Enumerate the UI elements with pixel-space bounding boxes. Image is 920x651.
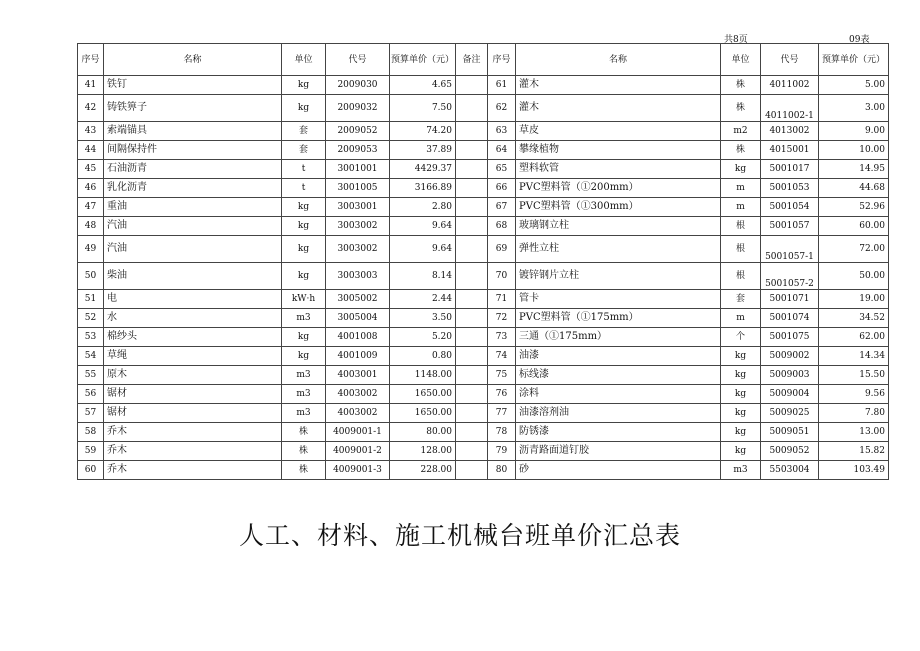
cell-name: 水	[104, 309, 282, 328]
cell-seq: 59	[78, 442, 104, 461]
cell-name: 电	[104, 290, 282, 309]
document-title: 人工、材料、施工机械台班单价汇总表	[238, 521, 681, 550]
cell-code-right: 5009002	[761, 347, 819, 366]
cell-unit-right: kg	[721, 347, 761, 366]
cell-unit-right: 根	[721, 236, 761, 263]
cell-seq-right: 70	[488, 263, 516, 290]
cell-remark	[456, 366, 488, 385]
cell-name-right: 标线漆	[516, 366, 721, 385]
cell-seq: 47	[78, 198, 104, 217]
cell-price: 0.80	[390, 347, 456, 366]
cell-seq: 49	[78, 236, 104, 263]
cell-seq-right: 74	[488, 347, 516, 366]
cell-name: 铸铁箅子	[104, 95, 282, 122]
cell-seq-right: 76	[488, 385, 516, 404]
cell-name-right: 三通（①175mm）	[516, 328, 721, 347]
cell-seq: 41	[78, 76, 104, 95]
cell-remark	[456, 141, 488, 160]
cell-code: 4001009	[326, 347, 390, 366]
cell-seq: 57	[78, 404, 104, 423]
cell-unit: kg	[282, 236, 326, 263]
cell-price: 74.20	[390, 122, 456, 141]
table-row	[78, 290, 889, 309]
table-row	[78, 198, 889, 217]
cell-price-right: 72.00	[819, 236, 889, 263]
cell-name: 锯材	[104, 404, 282, 423]
cell-unit: m3	[282, 309, 326, 328]
cell-unit-right: 株	[721, 141, 761, 160]
cell-unit-right: 株	[721, 95, 761, 122]
cell-seq-right: 77	[488, 404, 516, 423]
cell-name-right: 玻璃钢立柱	[516, 217, 721, 236]
cell-name: 汽油	[104, 236, 282, 263]
table-header-row	[78, 44, 889, 76]
cell-remark	[456, 217, 488, 236]
cell-name-right: 攀缘植物	[516, 141, 721, 160]
cell-price: 4.65	[390, 76, 456, 95]
cell-code: 4009001-2	[326, 442, 390, 461]
cell-price: 1650.00	[390, 404, 456, 423]
cell-code: 4003002	[326, 404, 390, 423]
cell-name: 锯材	[104, 385, 282, 404]
cell-unit: kg	[282, 198, 326, 217]
cell-code-right: 5009003	[761, 366, 819, 385]
cell-remark	[456, 160, 488, 179]
cell-unit-right: kg	[721, 442, 761, 461]
cell-price-right: 62.00	[819, 328, 889, 347]
header-code-right: 代号	[761, 44, 819, 76]
cell-code-right: 5001057-1	[761, 236, 819, 263]
cell-code: 2009032	[326, 95, 390, 122]
cell-price: 4429.37	[390, 160, 456, 179]
cell-name: 索端锚具	[104, 122, 282, 141]
cell-code-right: 5009051	[761, 423, 819, 442]
header-price: 预算单价（元）	[390, 44, 456, 76]
cell-code: 4003001	[326, 366, 390, 385]
table-row	[78, 328, 889, 347]
cell-unit: m3	[282, 366, 326, 385]
cell-name-right: 管卡	[516, 290, 721, 309]
cell-price-right: 9.00	[819, 122, 889, 141]
cell-unit-right: m	[721, 309, 761, 328]
header-name: 名称	[104, 44, 282, 76]
cell-code-right: 5001054	[761, 198, 819, 217]
table-row	[78, 236, 889, 263]
cell-name-right: 涂料	[516, 385, 721, 404]
table-row	[78, 423, 889, 442]
cell-price: 37.89	[390, 141, 456, 160]
cell-name: 间隔保持件	[104, 141, 282, 160]
cell-price-right: 34.52	[819, 309, 889, 328]
table-row	[78, 366, 889, 385]
cell-code-right: 4013002	[761, 122, 819, 141]
cell-code: 3001005	[326, 179, 390, 198]
cell-name-right: 油漆溶剂油	[516, 404, 721, 423]
table-row	[78, 385, 889, 404]
cell-name-right: PVC塑料管（①200mm）	[516, 179, 721, 198]
cell-unit: 套	[282, 141, 326, 160]
cell-code: 3005004	[326, 309, 390, 328]
cell-price-right: 103.49	[819, 461, 889, 480]
cell-name-right: 沥青路面道钉胶	[516, 442, 721, 461]
cell-unit-right: 株	[721, 76, 761, 95]
cell-seq-right: 63	[488, 122, 516, 141]
cell-code-right: 5001053	[761, 179, 819, 198]
cell-price-right: 19.00	[819, 290, 889, 309]
cell-seq: 60	[78, 461, 104, 480]
cell-seq-right: 64	[488, 141, 516, 160]
cell-remark	[456, 236, 488, 263]
cell-name: 草绳	[104, 347, 282, 366]
cell-unit: kg	[282, 95, 326, 122]
cell-unit-right: kg	[721, 366, 761, 385]
cell-remark	[456, 76, 488, 95]
cell-code-right: 5009025	[761, 404, 819, 423]
cell-code: 4001008	[326, 328, 390, 347]
cell-seq-right: 79	[488, 442, 516, 461]
cell-price-right: 13.00	[819, 423, 889, 442]
cell-seq-right: 69	[488, 236, 516, 263]
cell-code-right: 5009004	[761, 385, 819, 404]
table-row	[78, 95, 889, 122]
cell-seq-right: 68	[488, 217, 516, 236]
table-number: 09表	[849, 35, 870, 45]
cell-name-right: 油漆	[516, 347, 721, 366]
cell-name: 原木	[104, 366, 282, 385]
cell-price: 1148.00	[390, 366, 456, 385]
header-seq: 序号	[78, 44, 104, 76]
cell-price: 128.00	[390, 442, 456, 461]
cell-seq: 51	[78, 290, 104, 309]
cell-unit-right: 个	[721, 328, 761, 347]
cell-seq: 44	[78, 141, 104, 160]
cell-name-right: 砂	[516, 461, 721, 480]
cell-seq-right: 80	[488, 461, 516, 480]
cell-price-right: 3.00	[819, 95, 889, 122]
cell-name-right: 防锈漆	[516, 423, 721, 442]
cell-code: 3005002	[326, 290, 390, 309]
cell-name: 棉纱头	[104, 328, 282, 347]
table-row	[78, 309, 889, 328]
cell-price-right: 44.68	[819, 179, 889, 198]
cell-name: 重油	[104, 198, 282, 217]
cell-price: 3166.89	[390, 179, 456, 198]
cell-name: 石油沥青	[104, 160, 282, 179]
cell-unit: m3	[282, 404, 326, 423]
cell-unit-right: m	[721, 198, 761, 217]
cell-remark	[456, 404, 488, 423]
cell-price-right: 7.80	[819, 404, 889, 423]
table-body	[78, 76, 889, 480]
cell-unit: 株	[282, 461, 326, 480]
cell-unit-right: kg	[721, 385, 761, 404]
header-name-right: 名称	[516, 44, 721, 76]
cell-unit: kg	[282, 263, 326, 290]
table-row	[78, 76, 889, 95]
cell-code: 2009030	[326, 76, 390, 95]
table-row	[78, 263, 889, 290]
cell-seq: 55	[78, 366, 104, 385]
cell-price: 7.50	[390, 95, 456, 122]
header-unit-right: 单位	[721, 44, 761, 76]
cell-code-right: 5001057	[761, 217, 819, 236]
cell-name-right: 草皮	[516, 122, 721, 141]
cell-seq-right: 73	[488, 328, 516, 347]
cell-name: 乔木	[104, 423, 282, 442]
cell-name-right: 弹性立柱	[516, 236, 721, 263]
cell-remark	[456, 95, 488, 122]
cell-unit: kW·h	[282, 290, 326, 309]
table-row	[78, 347, 889, 366]
cell-name-right: PVC塑料管（①300mm）	[516, 198, 721, 217]
cell-price: 3.50	[390, 309, 456, 328]
cell-unit: kg	[282, 76, 326, 95]
cell-name: 汽油	[104, 217, 282, 236]
cell-unit-right: m	[721, 179, 761, 198]
cell-code: 4009001-1	[326, 423, 390, 442]
cell-name: 乳化沥青	[104, 179, 282, 198]
page-count: 共8页	[724, 35, 748, 45]
cell-code-right: 5001017	[761, 160, 819, 179]
cell-code-right: 4015001	[761, 141, 819, 160]
table-row	[78, 179, 889, 198]
cell-unit-right: kg	[721, 404, 761, 423]
cell-remark	[456, 461, 488, 480]
cell-name-right: 灌木	[516, 95, 721, 122]
cell-price: 80.00	[390, 423, 456, 442]
cell-code-right: 5001075	[761, 328, 819, 347]
cell-price: 9.64	[390, 236, 456, 263]
cell-price: 1650.00	[390, 385, 456, 404]
header-remark: 备注	[456, 44, 488, 76]
cell-seq: 58	[78, 423, 104, 442]
cell-seq: 45	[78, 160, 104, 179]
cell-name: 乔木	[104, 461, 282, 480]
cell-seq: 52	[78, 309, 104, 328]
cell-code: 3003001	[326, 198, 390, 217]
cell-seq: 53	[78, 328, 104, 347]
cell-code-right: 5009052	[761, 442, 819, 461]
cell-unit: m3	[282, 385, 326, 404]
cell-code-right: 4011002-1	[761, 95, 819, 122]
table-row	[78, 160, 889, 179]
cell-unit-right: 套	[721, 290, 761, 309]
cell-price-right: 9.56	[819, 385, 889, 404]
cell-unit: 套	[282, 122, 326, 141]
cell-unit-right: 根	[721, 263, 761, 290]
cell-name-right: PVC塑料管（①175mm）	[516, 309, 721, 328]
cell-remark	[456, 328, 488, 347]
cell-code-right: 5001057-2	[761, 263, 819, 290]
cell-seq-right: 72	[488, 309, 516, 328]
cell-code: 4003002	[326, 385, 390, 404]
table-row	[78, 122, 889, 141]
cell-code: 4009001-3	[326, 461, 390, 480]
cell-seq: 48	[78, 217, 104, 236]
header-unit: 单位	[282, 44, 326, 76]
cell-price: 228.00	[390, 461, 456, 480]
cell-seq: 56	[78, 385, 104, 404]
cell-seq: 46	[78, 179, 104, 198]
cell-unit: kg	[282, 217, 326, 236]
cell-seq-right: 61	[488, 76, 516, 95]
cell-price-right: 52.96	[819, 198, 889, 217]
header-code: 代号	[326, 44, 390, 76]
cell-name: 乔木	[104, 442, 282, 461]
cell-seq-right: 71	[488, 290, 516, 309]
cell-name: 铁钉	[104, 76, 282, 95]
cell-code-right: 5503004	[761, 461, 819, 480]
cell-unit-right: kg	[721, 423, 761, 442]
cell-unit-right: m3	[721, 461, 761, 480]
cell-price: 2.80	[390, 198, 456, 217]
cell-seq: 54	[78, 347, 104, 366]
cell-unit-right: 根	[721, 217, 761, 236]
cell-price-right: 15.82	[819, 442, 889, 461]
header-seq-right: 序号	[488, 44, 516, 76]
cell-seq: 50	[78, 263, 104, 290]
cell-price-right: 10.00	[819, 141, 889, 160]
cell-price-right: 14.34	[819, 347, 889, 366]
cell-seq-right: 67	[488, 198, 516, 217]
cell-unit: kg	[282, 328, 326, 347]
cell-price: 2.44	[390, 290, 456, 309]
cell-code-right: 4011002	[761, 76, 819, 95]
cell-unit: t	[282, 179, 326, 198]
cell-code: 3003002	[326, 217, 390, 236]
cell-remark	[456, 442, 488, 461]
cell-remark	[456, 290, 488, 309]
cell-price-right: 60.00	[819, 217, 889, 236]
cell-seq-right: 66	[488, 179, 516, 198]
cell-seq: 42	[78, 95, 104, 122]
cell-remark	[456, 347, 488, 366]
cell-code-right: 5001071	[761, 290, 819, 309]
cell-remark	[456, 385, 488, 404]
table-row	[78, 442, 889, 461]
table-row	[78, 404, 889, 423]
cell-remark	[456, 179, 488, 198]
cell-seq-right: 62	[488, 95, 516, 122]
cell-seq-right: 75	[488, 366, 516, 385]
cell-price-right: 14.95	[819, 160, 889, 179]
cell-name-right: 灌木	[516, 76, 721, 95]
cell-code: 3003003	[326, 263, 390, 290]
cell-unit: 株	[282, 423, 326, 442]
cell-code-right: 5001074	[761, 309, 819, 328]
header-price-right: 预算单价（元）	[819, 44, 889, 76]
cell-code: 2009052	[326, 122, 390, 141]
cell-remark	[456, 263, 488, 290]
cell-unit-right: kg	[721, 160, 761, 179]
table-row	[78, 141, 889, 160]
cell-price: 9.64	[390, 217, 456, 236]
cell-unit: t	[282, 160, 326, 179]
cell-price-right: 5.00	[819, 76, 889, 95]
cell-name-right: 塑料软管	[516, 160, 721, 179]
cell-seq-right: 65	[488, 160, 516, 179]
cell-unit: kg	[282, 347, 326, 366]
cell-price-right: 50.00	[819, 263, 889, 290]
cell-name-right: 镀锌钢片立柱	[516, 263, 721, 290]
table-row	[78, 217, 889, 236]
price-table	[77, 43, 889, 480]
cell-price-right: 15.50	[819, 366, 889, 385]
cell-remark	[456, 423, 488, 442]
cell-code: 2009053	[326, 141, 390, 160]
cell-price: 8.14	[390, 263, 456, 290]
cell-remark	[456, 122, 488, 141]
cell-remark	[456, 309, 488, 328]
cell-unit-right: m2	[721, 122, 761, 141]
cell-name: 柴油	[104, 263, 282, 290]
cell-code: 3001001	[326, 160, 390, 179]
cell-unit: 株	[282, 442, 326, 461]
table-row	[78, 461, 889, 480]
cell-price: 5.20	[390, 328, 456, 347]
cell-seq: 43	[78, 122, 104, 141]
cell-seq-right: 78	[488, 423, 516, 442]
cell-code: 3003002	[326, 236, 390, 263]
cell-remark	[456, 198, 488, 217]
